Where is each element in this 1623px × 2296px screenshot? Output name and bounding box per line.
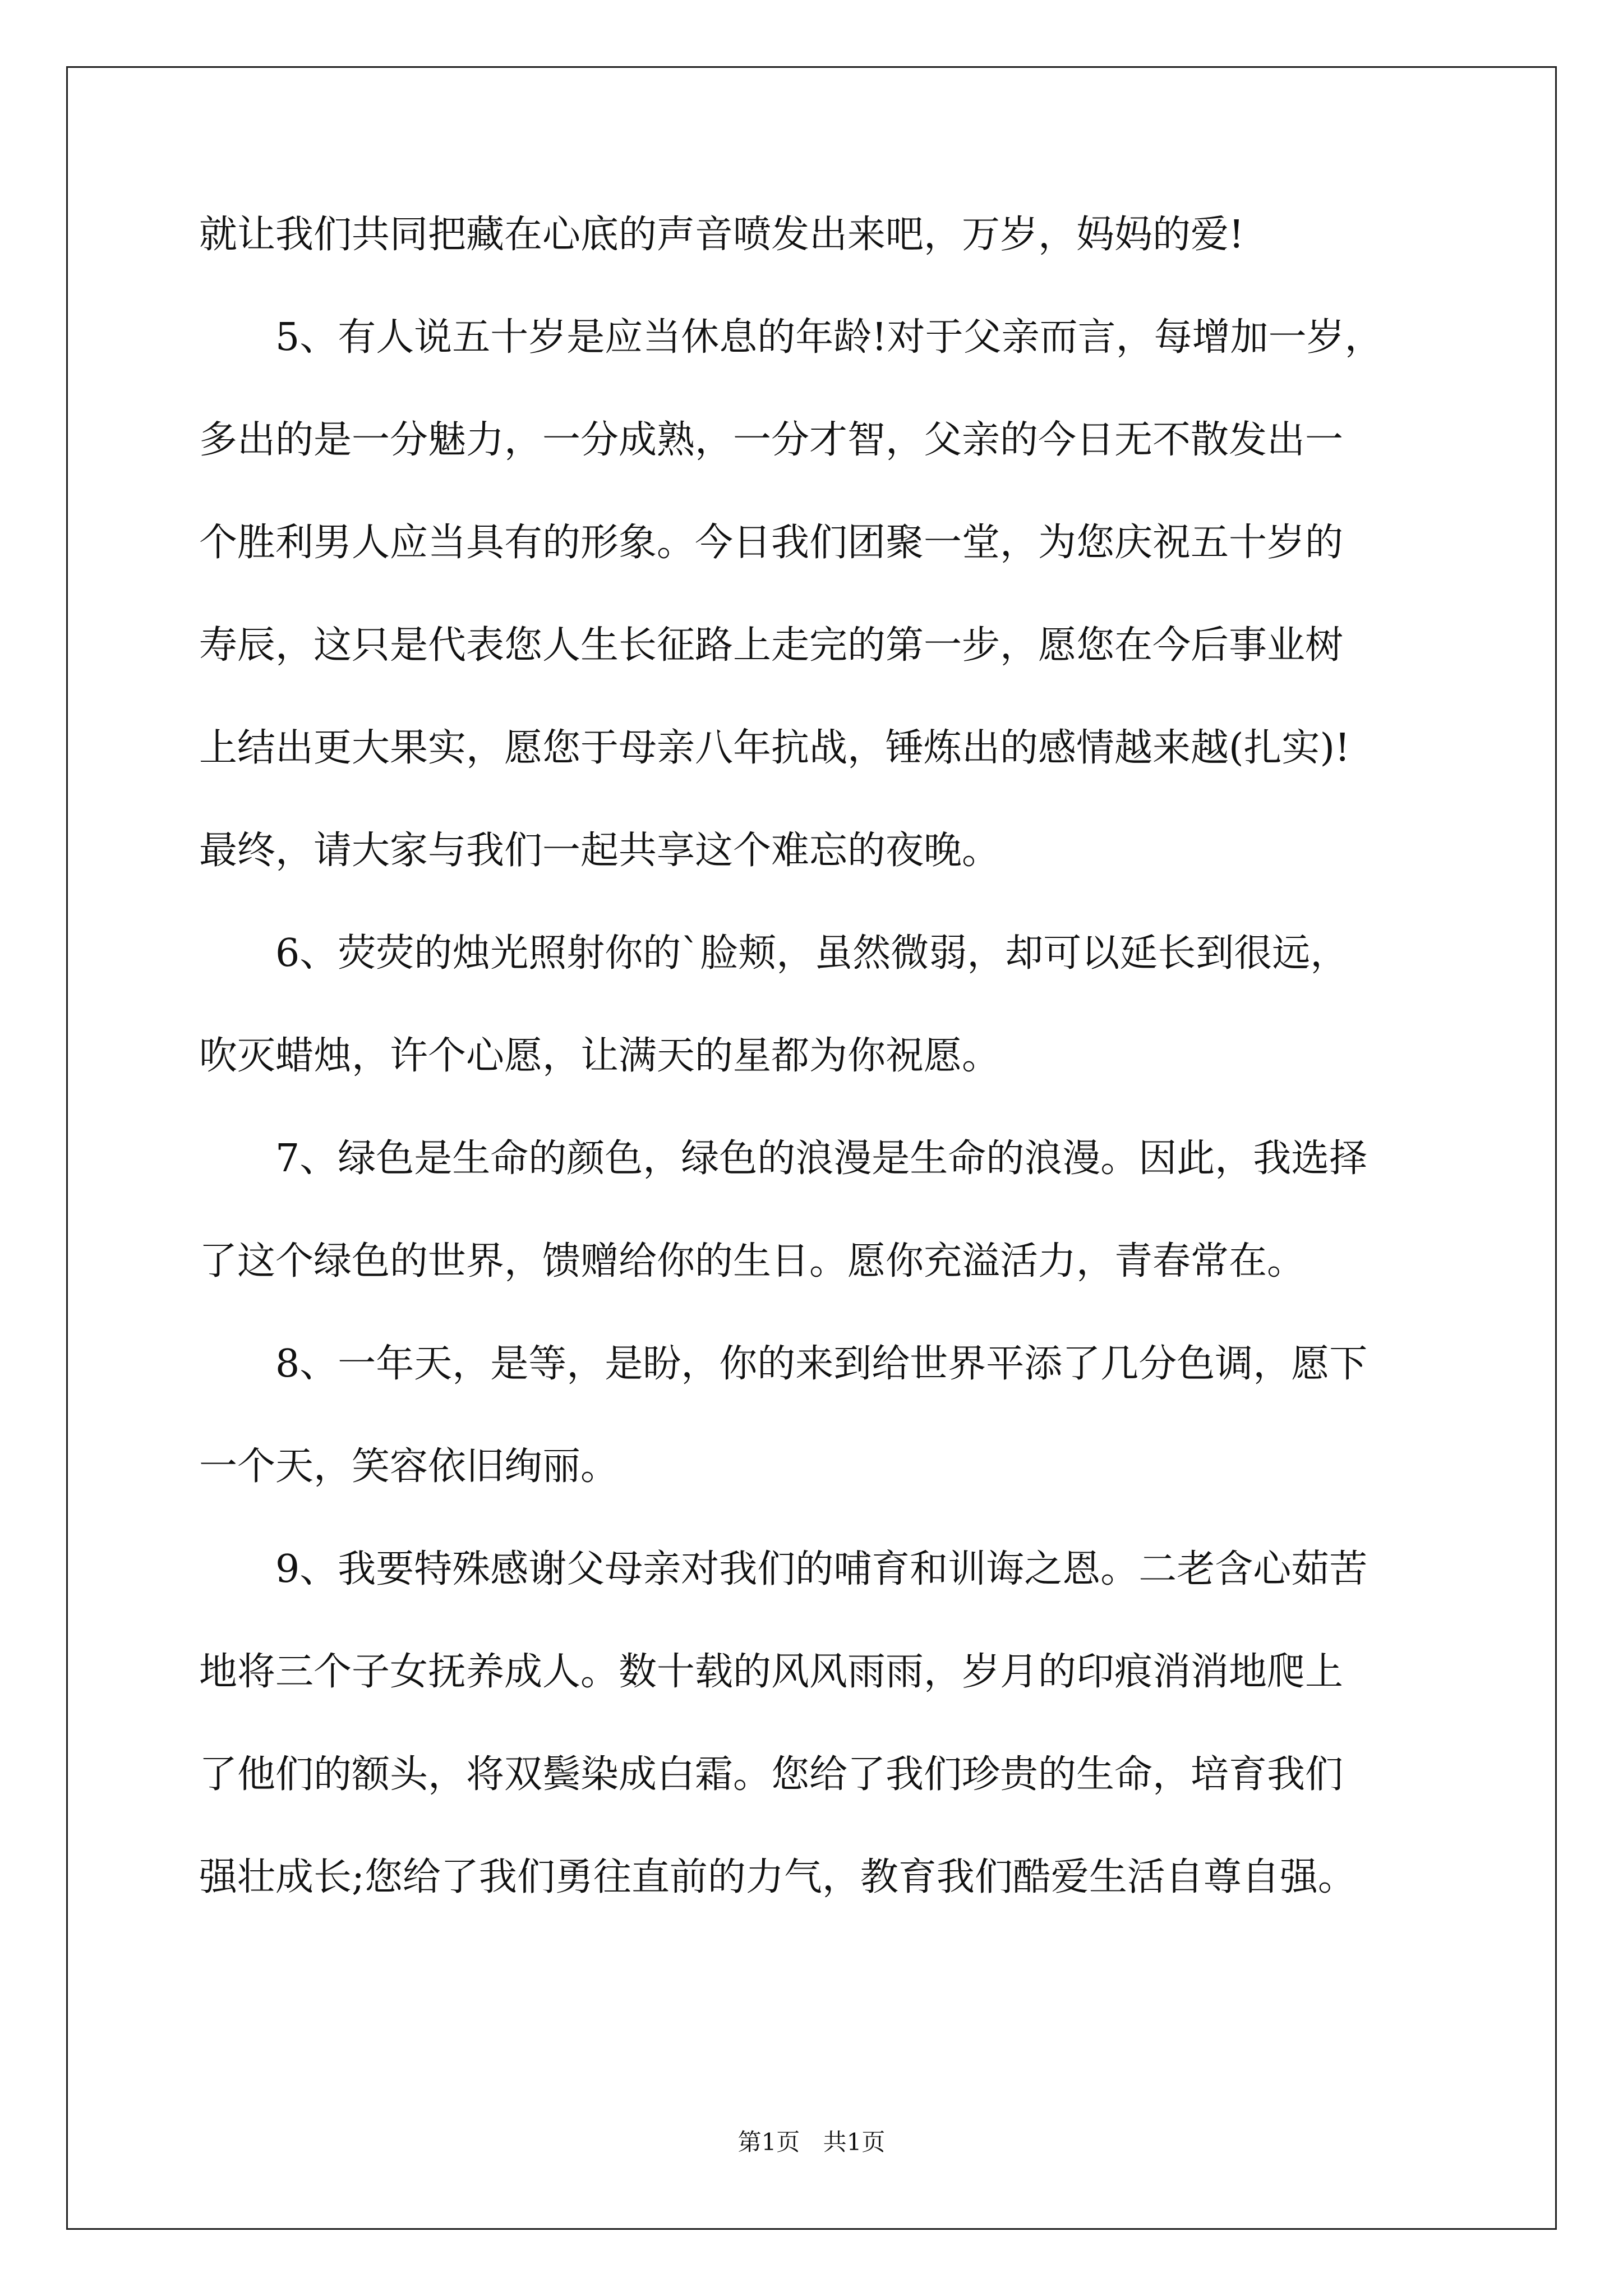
text-line: 吹灭蜡烛，许个心愿，让满天的星都为你祝愿。	[199, 1034, 1000, 1078]
text-line: 一个天，笑容依旧绚丽。	[199, 1444, 619, 1489]
text-line: 6、荧荧的烛光照射你的`脸颊，虽然微弱，却可以延长到很远，	[275, 931, 1349, 976]
page-footer	[0, 2128, 1623, 2156]
text-line: 9、我要特殊感谢父母亲对我们的哺育和训诲之恩。二老含心茹苦	[275, 1547, 1368, 1591]
page-total: 共1页	[823, 2128, 886, 2156]
text-line: 地将三个子女抚养成人。数十载的风风雨雨，岁月的印痕消消地爬上	[199, 1650, 1344, 1694]
text-line: 强壮成长;您给了我们勇往直前的力气，教育我们酷爱生活自尊自强。	[199, 1855, 1356, 1899]
text-line: 最终，请大家与我们一起共享这个难忘的夜晚。	[199, 829, 1000, 873]
text-line: 5、有人说五十岁是应当休息的年龄!对于父亲而言，每增加一岁，	[275, 315, 1383, 360]
text-line: 了这个绿色的世界，馈赠给你的生日。愿你充溢活力，青春常在。	[199, 1239, 1306, 1283]
text-line: 就让我们共同把藏在心底的声音喷发出来吧，万岁，妈妈的爱!	[199, 213, 1244, 257]
text-line: 了他们的额头，将双鬓染成白霜。您给了我们珍贵的生命，培育我们	[199, 1752, 1344, 1797]
text-line: 寿辰，这只是代表您人生长征路上走完的第一步，愿您在今后事业树	[199, 623, 1344, 668]
text-line: 上结出更大果实，愿您于母亲八年抗战，锤炼出的感情越来越(扎实)!	[199, 726, 1350, 770]
text-line: 个胜利男人应当具有的形象。今日我们团聚一堂，为您庆祝五十岁的	[199, 521, 1344, 565]
text-line: 多出的是一分魅力，一分成熟，一分才智，父亲的今日无不散发出一	[199, 418, 1344, 462]
text-line: 8、一年天，是等，是盼，你的来到给世界平添了几分色调，愿下	[275, 1342, 1368, 1386]
document-body	[199, 213, 1425, 1961]
text-line: 7、绿色是生命的颜色，绿色的浪漫是生命的浪漫。因此，我选择	[275, 1137, 1368, 1181]
page-number: 第1页	[737, 2128, 800, 2156]
